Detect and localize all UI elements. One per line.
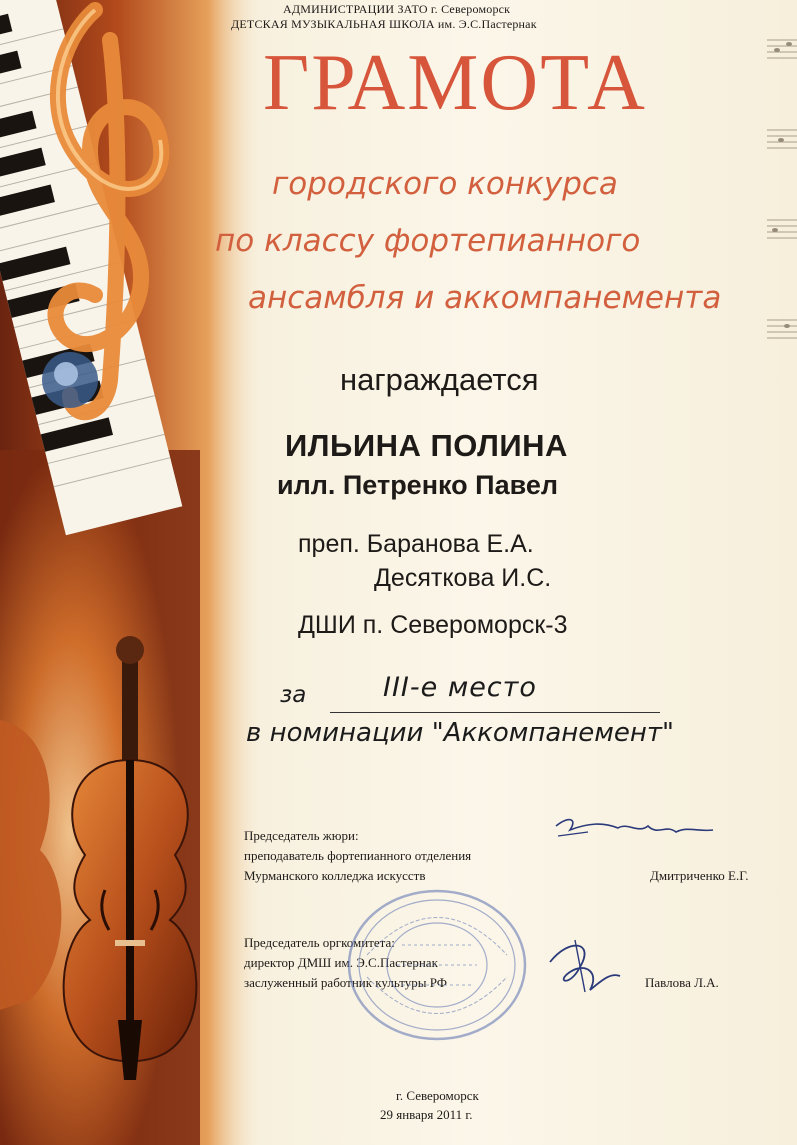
awarded-label: награждается xyxy=(340,362,539,397)
teacher-line-2: Десяткова И.С. xyxy=(374,564,552,592)
subtitle-line-1: городского конкурса xyxy=(272,166,618,202)
place-underline xyxy=(330,712,660,713)
header-school: ДЕТСКАЯ МУЗЫКАЛЬНАЯ ШКОЛА им. Э.С.Пастернак xyxy=(231,17,537,31)
org-committee-position: директор ДМШ им. Э.С.Пастернак xyxy=(244,955,438,970)
subtitle-line-2: по классу фортепианного xyxy=(215,223,641,259)
music-art-illustration xyxy=(0,0,260,1145)
footer-date: 29 января 2011 г. xyxy=(380,1107,473,1122)
jury-institution: Мурманского колледжа искусств xyxy=(244,868,426,883)
accompanist-name: илл. Петренко Павел xyxy=(277,470,558,500)
jury-title: Председатель жюри: xyxy=(244,828,359,843)
jury-chair-signature xyxy=(548,808,718,858)
school-name: ДШИ п. Североморск-3 xyxy=(298,611,568,639)
place-prefix: за xyxy=(280,682,307,708)
jury-position: преподаватель фортепианного отделения xyxy=(244,848,472,863)
official-stamp xyxy=(342,885,532,1045)
nomination: в номинации "Аккомпанемент" xyxy=(246,718,675,748)
recipient-name: ИЛЬИНА ПОЛИНА xyxy=(285,428,568,463)
subtitle-line-3: ансамбля и аккомпанемента xyxy=(248,280,722,316)
place-value: III-е место xyxy=(383,672,537,703)
sheet-music-decoration xyxy=(767,20,797,440)
header-administration: АДМИНИСТРАЦИИ ЗАТО г. Североморск xyxy=(283,2,511,16)
org-committee-signature xyxy=(540,932,630,1004)
org-committee-honor: заслуженный работник культуры РФ xyxy=(244,975,448,990)
footer-city: г. Североморск xyxy=(396,1088,479,1103)
jury-chair-name: Дмитриченко Е.Г. xyxy=(650,868,749,883)
org-committee-title: Председатель оргкомитета: xyxy=(244,935,395,950)
certificate-title: ГРАМОТА xyxy=(263,39,647,127)
teacher-line-1: преп. Баранова Е.А. xyxy=(298,530,534,558)
org-committee-chair-name: Павлова Л.А. xyxy=(645,975,719,990)
